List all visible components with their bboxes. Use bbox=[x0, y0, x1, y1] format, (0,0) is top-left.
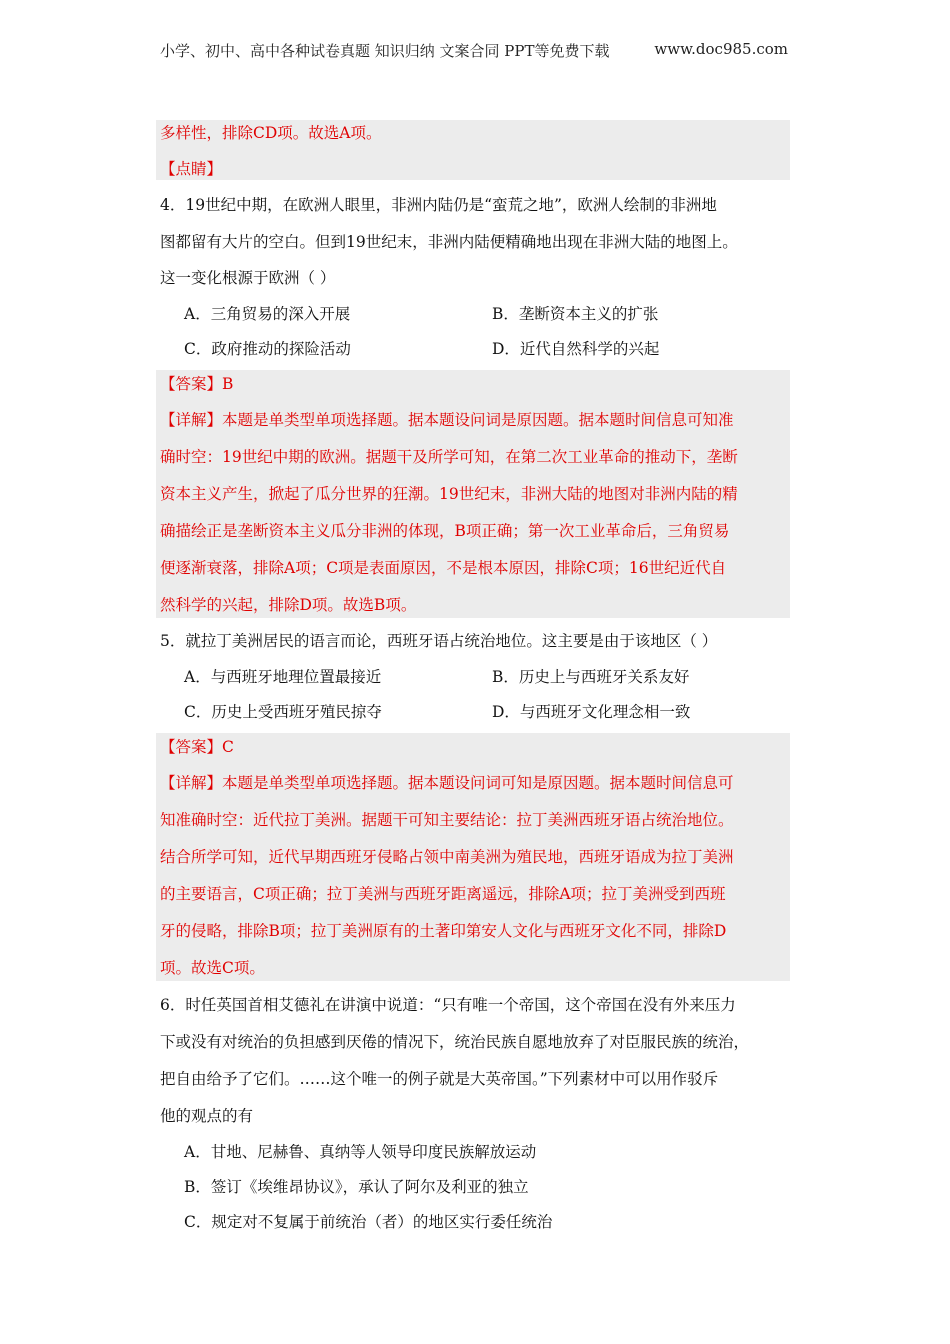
q4-stem-line-1: 4．19世纪中期，在欧洲人眼里，非洲内陆仍是“蛮荒之地”，欧洲人绘制的非洲地 bbox=[160, 196, 717, 214]
header-left-text: 小学、初中、高中各种试卷真题 知识归纳 文案合同 PPT等免费下载 bbox=[160, 42, 610, 60]
dianjing-label: 【点睛】 bbox=[160, 160, 223, 178]
q6-stem-line-2: 下或没有对统治的负担感到厌倦的情况下，统治民族自愿地放弃了对臣服民族的统治， bbox=[160, 1033, 750, 1051]
q6-stem-line-3: 把自由给予了它们。……这个唯一的例子就是大英帝国。”下列素材中可以用作驳斥 bbox=[160, 1070, 719, 1088]
q5-detail-line-6: 项。故选C项。 bbox=[160, 959, 265, 977]
q5-option-d: D．与西班牙文化理念相一致 bbox=[492, 703, 691, 721]
q4-answer: 【答案】B bbox=[160, 375, 234, 393]
q6-option-b: B．签订《埃维昂协议》，承认了阿尔及利亚的独立 bbox=[184, 1178, 529, 1196]
q4-stem-line-2: 图都留有大片的空白。但到19世纪末，非洲内陆便精确地出现在非洲大陆的地图上。 bbox=[160, 233, 738, 251]
q5-detail-line-5: 牙的侵略，排除B项；拉丁美洲原有的土著印第安人文化与西班牙文化不同，排除D bbox=[160, 922, 727, 940]
q5-option-c: C．历史上受西班牙殖民掠夺 bbox=[184, 703, 382, 721]
q6-option-c: C．规定对不复属于前统治（者）的地区实行委任统治 bbox=[184, 1213, 553, 1231]
prev-explanation-tail: 多样性，排除CD项。故选A项。 bbox=[160, 124, 382, 142]
q4-detail-line-3: 资本主义产生，掀起了瓜分世界的狂潮。19世纪末，非洲大陆的地图对非洲内陆的精 bbox=[160, 485, 738, 503]
page-header bbox=[160, 40, 788, 62]
q4-stem-line-3: 这一变化根源于欧洲（ ） bbox=[160, 269, 336, 287]
q5-detail-line-2: 知准确时空：近代拉丁美洲。据题干可知主要结论：拉丁美洲西班牙语占统治地位。 bbox=[160, 811, 734, 829]
q5-detail-line-1: 【详解】本题是单类型单项选择题。据本题设问词可知是原因题。据本题时间信息可 bbox=[160, 774, 734, 792]
q4-detail-line-1: 【详解】本题是单类型单项选择题。据本题设问词是原因题。据本题时间信息可知准 bbox=[160, 411, 734, 429]
q4-detail-line-4: 确描绘正是垄断资本主义瓜分非洲的体现，B项正确；第一次工业革命后，三角贸易 bbox=[160, 522, 730, 540]
q4-detail-line-5: 便逐渐衰落，排除A项；C项是表面原因，不是根本原因，排除C项；16世纪近代自 bbox=[160, 559, 727, 577]
header-website: www.doc985.com bbox=[654, 40, 788, 58]
q4-option-d: D．近代自然科学的兴起 bbox=[492, 340, 660, 358]
q4-option-b: B．垄断资本主义的扩张 bbox=[492, 305, 659, 323]
q5-detail-line-4: 的主要语言，C项正确；拉丁美洲与西班牙距离遥远，排除A项；拉丁美洲受到西班 bbox=[160, 885, 726, 903]
q6-option-a: A．甘地、尼赫鲁、真纳等人领导印度民族解放运动 bbox=[184, 1143, 537, 1161]
q5-answer: 【答案】C bbox=[160, 738, 234, 756]
q4-detail-line-6: 然科学的兴起，排除D项。故选B项。 bbox=[160, 596, 417, 614]
q6-stem-line-1: 6．时任英国首相艾德礼在讲演中说道：“只有唯一个帝国，这个帝国在没有外来压力 bbox=[160, 996, 736, 1014]
q5-stem-line-1: 5．就拉丁美洲居民的语言而论，西班牙语占统治地位。这主要是由于该地区（ ） bbox=[160, 632, 718, 650]
q4-option-a: A．三角贸易的深入开展 bbox=[184, 305, 351, 323]
q4-option-c: C．政府推动的探险活动 bbox=[184, 340, 351, 358]
q5-option-b: B．历史上与西班牙关系友好 bbox=[492, 668, 690, 686]
q5-option-a: A．与西班牙地理位置最接近 bbox=[184, 668, 382, 686]
q4-detail-line-2: 确时空：19世纪中期的欧洲。据题干及所学可知，在第二次工业革命的推动下，垄断 bbox=[160, 448, 738, 466]
q6-stem-line-4: 他的观点的有 bbox=[160, 1107, 254, 1125]
q5-detail-line-3: 结合所学可知，近代早期西班牙侵略占领中南美洲为殖民地，西班牙语成为拉丁美洲 bbox=[160, 848, 734, 866]
